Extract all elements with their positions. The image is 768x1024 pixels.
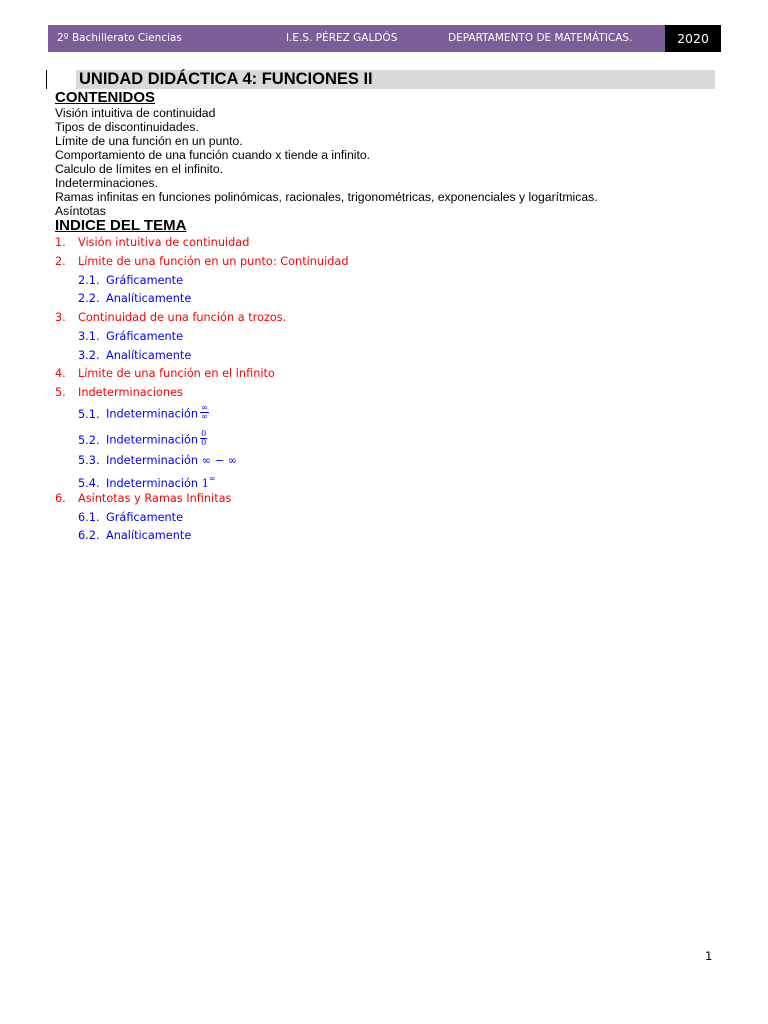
index-item-2-2 xyxy=(78,292,191,306)
index-item-5-2 xyxy=(78,429,207,449)
index-text: Visión intuitiva de continuidad xyxy=(78,236,250,249)
header-department: DEPARTAMENTO DE MATEMÁTICAS. xyxy=(448,32,633,44)
index-number: 6.2. xyxy=(78,529,100,542)
index-number: 1. xyxy=(55,236,66,249)
index-text: Analíticamente xyxy=(106,292,192,305)
index-number: 5. xyxy=(55,386,66,399)
index-item-3 xyxy=(55,311,286,325)
contents-item: Calculo de límites en el infinito. xyxy=(55,162,224,176)
page-header-bar xyxy=(48,25,665,52)
index-text: Asíntotas y Ramas Infinitas xyxy=(78,492,232,505)
index-number: 3.2. xyxy=(78,349,100,362)
index-heading: INDICE DEL TEMA xyxy=(55,217,187,234)
fraction-numerator: ∞ xyxy=(201,403,208,412)
index-number: 4. xyxy=(55,367,66,380)
index-number: 2. xyxy=(55,255,66,268)
index-number: 3.1. xyxy=(78,330,100,343)
index-text: Indeterminación xyxy=(106,433,199,447)
index-text: Límite de una función en un punto: Continuidad xyxy=(78,255,349,268)
fraction-denominator: ∞ xyxy=(201,412,208,421)
index-item-5-1 xyxy=(78,403,209,423)
index-text: Gráficamente xyxy=(106,511,184,524)
index-item-2-1 xyxy=(78,274,183,288)
fraction-denominator: 0 xyxy=(201,438,207,447)
index-item-1 xyxy=(55,236,249,250)
index-item-5 xyxy=(55,386,183,400)
unit-title: UNIDAD DIDÁCTICA 4: FUNCIONES II xyxy=(76,70,715,89)
text-cursor xyxy=(46,70,47,89)
math-exponent: ∞ xyxy=(208,474,216,483)
contents-item: Límite de una función en un punto. xyxy=(55,134,243,148)
index-text: Gráficamente xyxy=(106,330,184,343)
index-text: Gráficamente xyxy=(106,274,184,287)
index-text: Continuidad de una función a trozos. xyxy=(78,311,287,324)
contents-item: Comportamiento de una función cuando x tiende a infinito. xyxy=(55,148,371,162)
index-text: Indeterminaciones xyxy=(78,386,183,399)
contents-item: Asíntotas xyxy=(55,204,106,218)
math-expression: ∞ − ∞ xyxy=(201,454,238,467)
index-item-4 xyxy=(55,367,275,381)
fraction-infinity-over-infinity xyxy=(200,404,209,421)
index-item-3-1 xyxy=(78,330,183,344)
index-number: 3. xyxy=(55,311,66,324)
fraction-numerator: 0 xyxy=(201,429,207,438)
index-text: Analíticamente xyxy=(106,529,192,542)
header-year: 2020 xyxy=(665,25,721,52)
contents-item: Tipos de discontinuidades. xyxy=(55,120,199,134)
index-number: 5.3. xyxy=(78,454,100,467)
index-text: Indeterminación xyxy=(106,476,199,490)
index-item-6-1 xyxy=(78,511,183,525)
index-item-6-2 xyxy=(78,529,191,543)
math-expression: 1 xyxy=(201,476,209,490)
index-item-5-4 xyxy=(78,473,216,491)
index-item-3-2 xyxy=(78,349,191,363)
contents-list xyxy=(55,106,598,218)
index-text: Indeterminación xyxy=(106,407,199,421)
fraction-zero-over-zero xyxy=(200,430,207,447)
contents-item: Visión intuitiva de continuidad xyxy=(55,106,216,120)
index-number: 2.2. xyxy=(78,292,100,305)
index-item-2 xyxy=(55,255,349,269)
index-number: 6. xyxy=(55,492,66,505)
index-number: 5.4. xyxy=(78,476,100,490)
index-number: 6.1. xyxy=(78,511,100,524)
page-number: 1 xyxy=(705,949,713,963)
index-item-6 xyxy=(55,492,231,506)
index-number: 5.2. xyxy=(78,433,100,447)
header-school: I.E.S. PÉREZ GALDÓS xyxy=(286,32,398,44)
index-item-5-3 xyxy=(78,454,237,468)
index-number: 5.1. xyxy=(78,407,100,421)
index-text: Analíticamente xyxy=(106,349,192,362)
contents-item: Ramas infinitas en funciones polinómicas, racionales, trigonométricas, exponenciales y logarítmicas. xyxy=(55,190,598,204)
contents-heading: CONTENIDOS xyxy=(55,89,156,106)
index-number: 2.1. xyxy=(78,274,100,287)
index-text: Indeterminación xyxy=(106,454,199,467)
contents-item: Indeterminaciones. xyxy=(55,176,158,190)
index-text: Límite de una función en el infinito xyxy=(78,367,275,380)
header-course: 2º Bachillerato Ciencias xyxy=(57,32,182,44)
